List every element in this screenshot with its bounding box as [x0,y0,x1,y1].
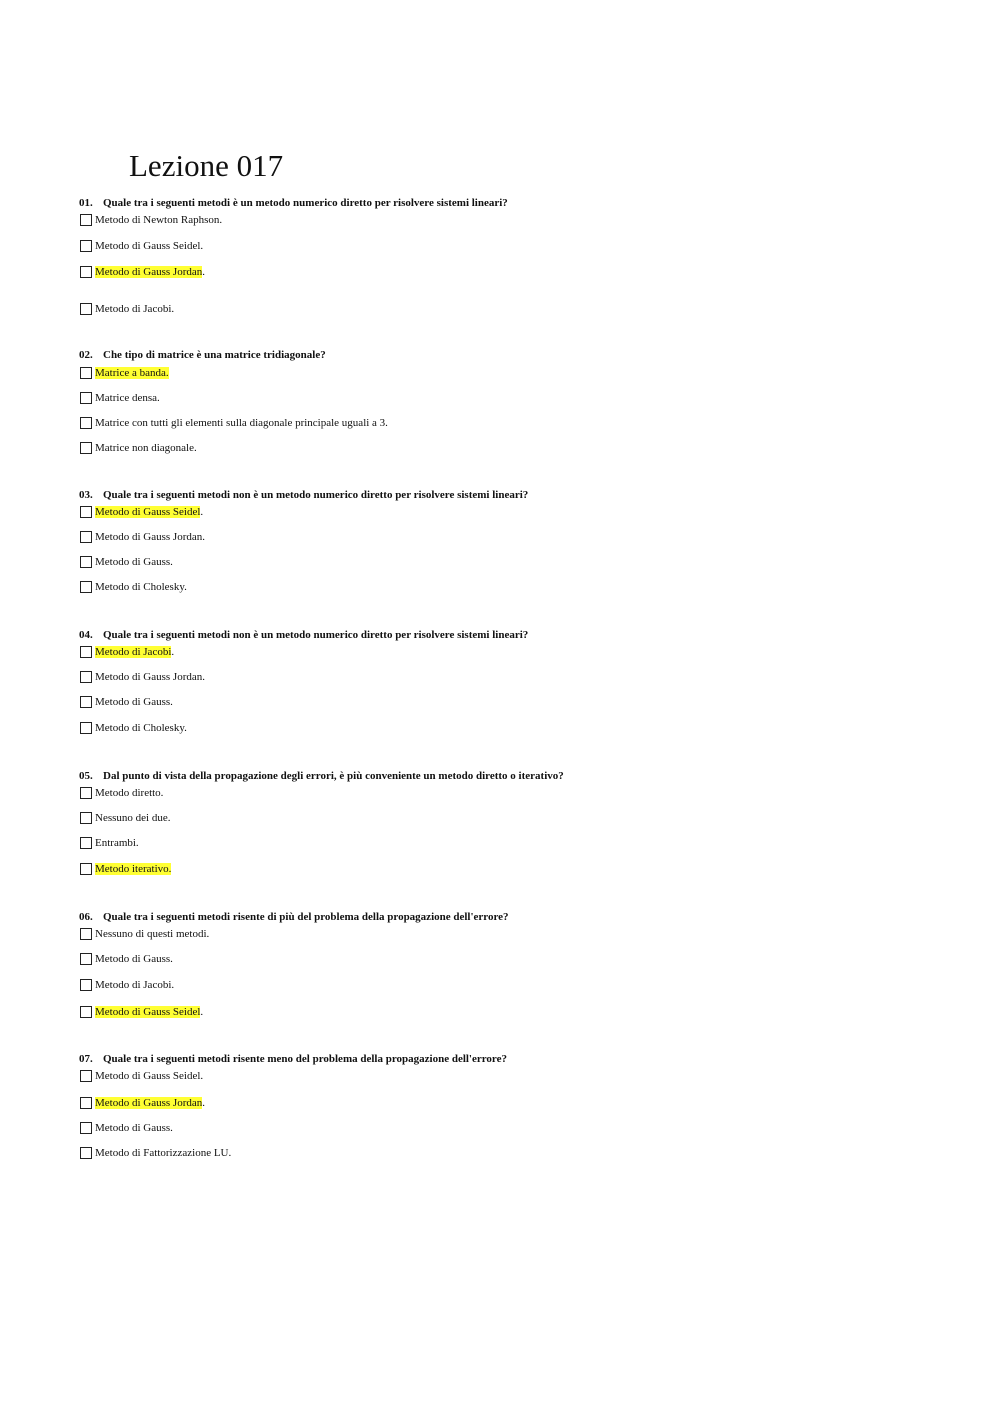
answer-label: Metodo di Cholesky. [95,581,187,593]
checkbox-icon[interactable] [80,646,92,658]
question-number: 05. [79,770,93,782]
correct-answer-label: Metodo di Gauss Jordan [95,266,203,278]
checkbox-icon[interactable] [80,1147,92,1159]
checkbox-icon[interactable] [80,303,92,315]
answer-option[interactable] [80,720,187,736]
answer-option[interactable] [80,1068,203,1084]
question-number: 01. [79,197,93,209]
answer-option[interactable] [80,785,163,801]
answer-label: Metodo di Fattorizzazione LU. [95,1147,232,1159]
answer-label: Metodo di Jacobi. [95,303,175,315]
checkbox-icon[interactable] [80,214,92,226]
answer-option[interactable] [80,861,171,877]
answer-option[interactable] [80,810,170,826]
question-7 [79,1052,507,1066]
question-number: 04. [79,629,93,641]
question-5 [79,769,564,783]
checkbox-icon[interactable] [80,266,92,278]
answer-option[interactable] [80,694,173,710]
checkbox-icon[interactable] [80,1122,92,1134]
answer-label-suffix: . [200,1006,204,1018]
answer-option[interactable] [80,669,205,685]
answer-option[interactable] [80,1145,231,1161]
question-text: Quale tra i seguenti metodi non è un metodo numerico diretto per risolvere sistemi lineari? [103,629,529,641]
answer-label-suffix: . [200,506,204,518]
correct-answer-label: Metodo iterativo. [95,863,172,875]
answer-option[interactable] [80,926,209,942]
checkbox-icon[interactable] [80,928,92,940]
answer-option[interactable] [80,977,174,993]
checkbox-icon[interactable] [80,787,92,799]
question-4 [79,628,528,642]
checkbox-icon[interactable] [80,812,92,824]
correct-answer-label: Metodo di Gauss Seidel [95,1006,201,1018]
page-title: Lezione 017 [129,148,284,183]
checkbox-icon[interactable] [80,506,92,518]
answer-option[interactable] [80,264,205,280]
question-6 [79,910,509,924]
answer-label-suffix: . [202,266,205,278]
answer-option[interactable] [80,1004,203,1020]
checkbox-icon[interactable] [80,442,92,454]
answer-label: Entrambi. [95,837,139,849]
answer-option[interactable] [80,1120,173,1136]
checkbox-icon[interactable] [80,392,92,404]
checkbox-icon[interactable] [80,837,92,849]
question-text: Quale tra i seguenti metodi è un metodo numerico diretto per risolvere sistemi lineari? [103,197,508,209]
answer-label: Metodo di Gauss. [95,696,173,708]
answer-label: Metodo di Gauss Seidel. [95,1070,204,1082]
answer-label: Matrice densa. [95,392,160,404]
answer-option[interactable] [80,390,160,406]
answer-label: Metodo di Gauss Jordan. [95,671,205,683]
answer-option[interactable] [80,301,174,317]
answer-label: Metodo di Jacobi. [95,979,175,991]
correct-answer-label: Metodo di Gauss Jordan [95,1097,203,1109]
answer-option[interactable] [80,415,388,431]
question-text: Dal punto di vista della propagazione degli errori, è più conveniente un metodo diretto o iterativo? [103,770,564,782]
answer-label: Metodo diretto. [95,787,164,799]
answer-label: Metodo di Cholesky. [95,722,187,734]
answer-label: Metodo di Gauss. [95,1122,173,1134]
answer-label: Metodo di Gauss. [95,556,173,568]
answer-option[interactable] [80,365,169,381]
checkbox-icon[interactable] [80,367,92,379]
answer-option[interactable] [80,1095,205,1111]
answer-option[interactable] [80,554,173,570]
checkbox-icon[interactable] [80,1070,92,1082]
question-text: Quale tra i seguenti metodi risente di più del problema della propagazione dell'errore? [103,911,509,923]
answer-label: Matrice con tutti gli elementi sulla diagonale principale uguali a 3. [95,417,388,429]
question-number: 06. [79,911,93,923]
checkbox-icon[interactable] [80,979,92,991]
answer-option[interactable] [80,212,222,228]
answer-label-suffix: . [202,1097,205,1109]
answer-option[interactable] [80,238,203,254]
question-number: 03. [79,489,93,501]
answer-label: Metodo di Gauss. [95,953,173,965]
answer-option[interactable] [80,529,205,545]
correct-answer-label: Matrice a banda. [95,367,169,379]
answer-option[interactable] [80,951,173,967]
question-text: Che tipo di matrice è una matrice tridiagonale? [103,349,326,361]
checkbox-icon[interactable] [80,556,92,568]
answer-label: Metodo di Newton Raphson. [95,214,223,226]
checkbox-icon[interactable] [80,1097,92,1109]
checkbox-icon[interactable] [80,953,92,965]
question-2 [79,348,326,362]
checkbox-icon[interactable] [80,863,92,875]
answer-label: Nessuno dei due. [95,812,171,824]
answer-label: Metodo di Gauss Seidel. [95,240,204,252]
checkbox-icon[interactable] [80,671,92,683]
question-1 [79,196,508,210]
question-text: Quale tra i seguenti metodi non è un metodo numerico diretto per risolvere sistemi lineari? [103,489,529,501]
checkbox-icon[interactable] [80,240,92,252]
correct-answer-label: Metodo di Gauss Seidel [95,506,201,518]
answer-option[interactable] [80,440,197,456]
answer-option[interactable] [80,504,203,520]
question-number: 07. [79,1053,93,1065]
checkbox-icon[interactable] [80,696,92,708]
checkbox-icon[interactable] [80,531,92,543]
checkbox-icon[interactable] [80,1006,92,1018]
question-number: 02. [79,349,93,361]
answer-option[interactable] [80,579,187,595]
answer-label: Matrice non diagonale. [95,442,197,454]
answer-label: Metodo di Gauss Jordan. [95,531,205,543]
answer-label-suffix: . [171,646,175,658]
answer-option[interactable] [80,644,174,660]
answer-label: Nessuno di questi metodi. [95,928,210,940]
question-3 [79,488,528,502]
checkbox-icon[interactable] [80,581,92,593]
checkbox-icon[interactable] [80,417,92,429]
question-text: Quale tra i seguenti metodi risente meno del problema della propagazione dell'errore? [103,1053,508,1065]
correct-answer-label: Metodo di Jacobi [95,646,172,658]
answer-option[interactable] [80,835,139,851]
checkbox-icon[interactable] [80,722,92,734]
